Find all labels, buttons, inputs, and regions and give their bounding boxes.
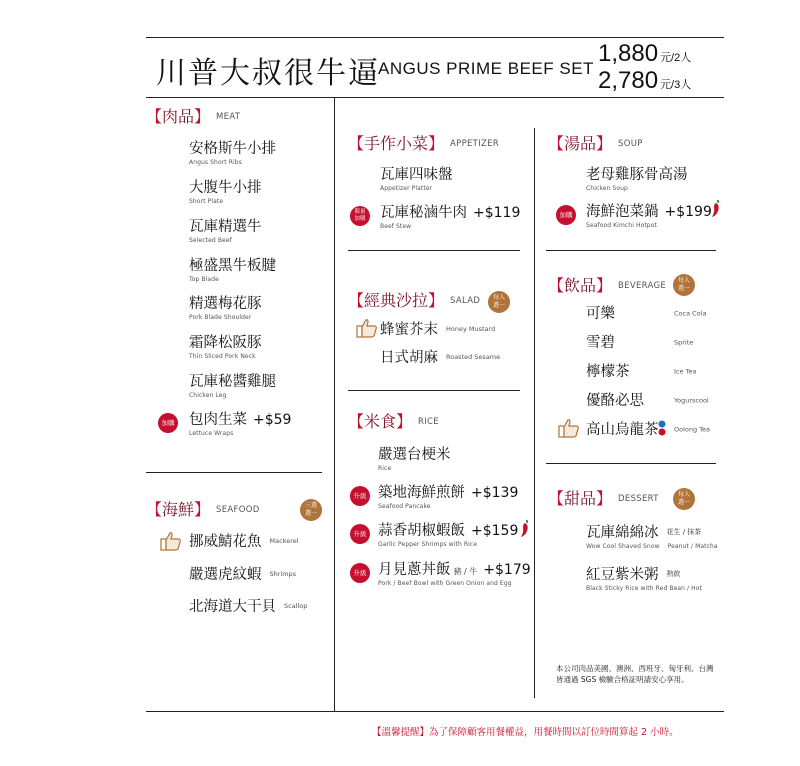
section-divider xyxy=(348,250,520,251)
section-divider xyxy=(546,250,716,251)
category-beverage: 【飲品】 BEVERAGE xyxy=(548,276,667,295)
reminder-notice: 【溫馨提醒】為了保障顧客用餐權益，用餐時間以訂位時間算起 2 小時。 xyxy=(372,727,679,738)
menu-item: 雪碧 Sprite xyxy=(586,335,694,351)
thumbs-up-icon xyxy=(160,531,182,551)
header-rule xyxy=(146,97,724,98)
menu-item: 蜂蜜芥末 Honey Mustard xyxy=(380,322,496,338)
add-on-badge: 加購 xyxy=(158,413,178,433)
top-rule xyxy=(146,37,724,38)
category-soup: 【湯品】 SOUP xyxy=(548,134,643,153)
upgrade-badge: 升級 xyxy=(350,486,370,506)
menu-item: 包肉生菜 +$59 Lettuce Wraps xyxy=(189,412,292,437)
thumbs-up-icon xyxy=(356,318,378,338)
thumbs-up-icon xyxy=(558,418,580,438)
section-divider xyxy=(546,463,716,464)
menu-item: 北海道大干貝 Scallop xyxy=(189,599,308,615)
menu-item: 老母雞豚骨高湯 Chicken Soup xyxy=(586,167,688,192)
menu-item: 優酪必思 Yogurscool xyxy=(586,393,709,409)
bottom-rule xyxy=(146,711,724,712)
menu-item: 紅豆紫米粥 熱飲 Black Sticky Rice with Red Bean / Hot xyxy=(586,567,703,592)
menu-item: 可樂 Coca Cola xyxy=(586,306,707,322)
menu-item: 嚴選虎紋蝦 Shrimps xyxy=(189,567,297,583)
temperature-icons xyxy=(657,420,667,436)
menu-item: 瓦庫四味盤 Appetizer Platter xyxy=(380,167,453,192)
menu-item: 嚴選台梗米 Rice xyxy=(378,447,451,472)
chili-spicy-icon xyxy=(711,200,721,218)
section-divider xyxy=(146,472,322,473)
choose-one-badge: 每人 選一 xyxy=(488,291,510,313)
category-seafood: 【海鮮】 SEAFOOD xyxy=(146,500,260,519)
choose-one-badge: 每人 選一 xyxy=(673,274,695,296)
menu-item: 瓦庫秘滷牛肉 +$119 Beef Stew xyxy=(380,205,521,230)
section-divider xyxy=(348,390,520,391)
menu-item: 精選梅花豚 Pork Blade Shoulder xyxy=(189,296,262,321)
menu-item: 高山烏龍茶 Oolong Tea xyxy=(586,422,711,438)
menu-item: 海鮮泡菜鍋 +$199 Seafood Kimchi Hotpot xyxy=(586,204,712,229)
category-dessert: 【甜品】 DESSERT xyxy=(548,489,659,508)
menu-item: 大腹牛小排 Short Plate xyxy=(189,180,262,205)
menu-item: 蒜香胡椒蝦飯 +$159 Garlic Pepper Shrimps with Rice xyxy=(378,523,519,548)
upgrade-badge: 升級 xyxy=(350,563,370,583)
price-2-people: 1,880 元/2人 xyxy=(598,40,692,67)
category-appetizer: 【手作小菜】 APPETIZER xyxy=(348,134,499,153)
chili-spicy-icon xyxy=(520,520,530,538)
menu-item: 瓦庫綿綿冰 花生 / 抹茶 Wow Cool Shaved Snow Peanut / Matcha xyxy=(586,525,718,550)
category-rice: 【米食】 RICE xyxy=(348,412,439,431)
choose-one-badge: 三選 選一 xyxy=(300,499,322,521)
price-3-people: 2,780 元/3人 xyxy=(598,67,692,94)
menu-item: 日式胡麻 Roasted Sesame xyxy=(380,350,501,366)
menu-item: 月見蔥丼飯 豬 / 牛 +$179 Pork / Beef Bowl with Green Onion and Egg xyxy=(378,562,531,587)
upgrade-badge: 升級 xyxy=(350,524,370,544)
menu-item: 瓦庫秘醬雞腿 Chicken Leg xyxy=(189,374,276,399)
left-divider xyxy=(334,98,335,711)
menu-item: 瓦庫精選牛 Selected Beef xyxy=(189,219,262,244)
sgs-footnote: 本公司肉品美國、澳洲、西班牙、匈牙利、台灣皆通過 SGS 檢驗合格証明請安心享用。 xyxy=(556,664,714,684)
menu-item: 檸檬茶 Ice Tea xyxy=(586,364,697,380)
menu-item: 築地海鮮煎餅 +$139 Seafood Pancake xyxy=(378,485,519,510)
page-title: 川普大叔很牛逼 xyxy=(156,56,380,91)
limited-add-on-badge: 限量 加購 xyxy=(350,206,370,226)
add-on-badge: 加購 xyxy=(556,205,576,225)
right-divider xyxy=(534,128,535,698)
category-salad: 【經典沙拉】 SALAD xyxy=(348,291,481,310)
menu-item: 安格斯牛小排 Angus Short Ribs xyxy=(189,141,276,166)
menu-item: 極盛黑牛板腱 Top Blade xyxy=(189,258,276,283)
category-meat: 【肉品】 MEAT xyxy=(146,107,241,126)
menu-item: 挪威鯖花魚 Mackerel xyxy=(189,534,299,550)
menu-item: 霜降松阪豚 Thin Sliced Pork Neck xyxy=(189,335,262,360)
page-subtitle: ANGUS PRIME BEEF SET xyxy=(378,59,594,78)
choose-one-badge: 每人 選一 xyxy=(673,488,695,510)
